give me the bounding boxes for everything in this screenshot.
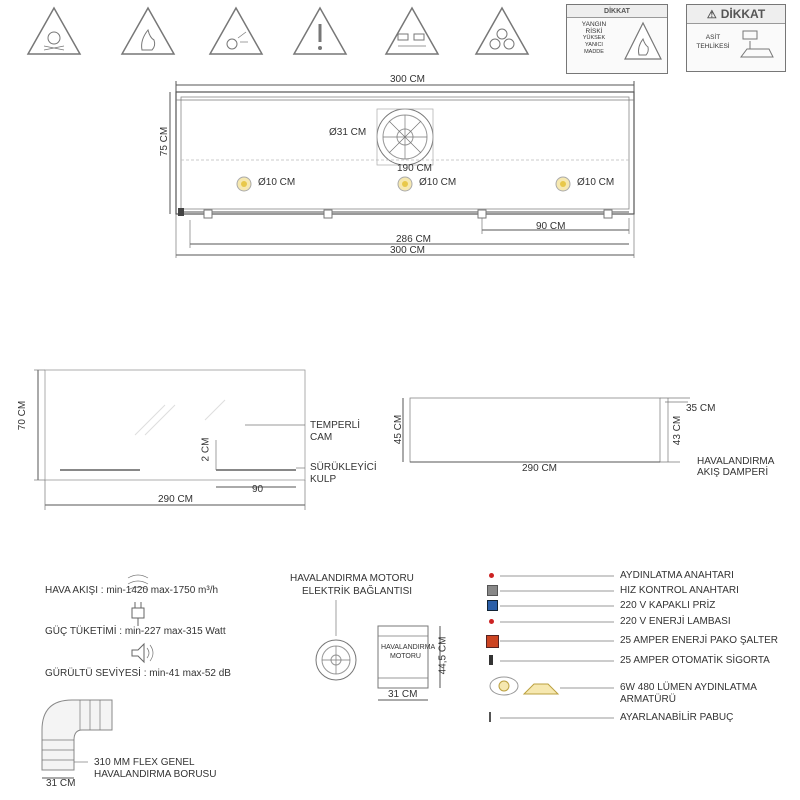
handle-label-2: KULP bbox=[310, 474, 337, 485]
legend-item-light-fixture-2: ARMATÜRÜ bbox=[620, 694, 676, 705]
exclamation-warning-icon bbox=[294, 8, 346, 54]
legend-item-socket: 220 V KAPAKLI PRİZ bbox=[620, 600, 716, 611]
pipe-label: 310 MM FLEX GENEL bbox=[94, 757, 195, 768]
pipe-label-2: HAVALANDIRMA BORUSU bbox=[94, 769, 217, 780]
fire-sign-line2: RİSKİ bbox=[585, 28, 603, 35]
speed-switch-icon bbox=[487, 585, 498, 596]
fuse-icon bbox=[489, 655, 493, 665]
explosive-icon bbox=[210, 8, 262, 54]
acid-sign-line1: ASİT bbox=[705, 34, 721, 41]
door-width-label: 90 CM bbox=[536, 221, 566, 232]
legend-item-lighting-switch: AYDINLATMA ANAHTARI bbox=[620, 570, 734, 581]
motor-body-label-2: MOTORU bbox=[390, 653, 421, 660]
legend-item-fuse: 25 AMPER OTOMATİK SİGORTA bbox=[620, 655, 770, 666]
pako-switch-icon bbox=[486, 635, 499, 648]
motor-title: HAVALANDIRMA MOTORU bbox=[290, 573, 414, 584]
damper-height-left-label: 45 CM bbox=[393, 414, 405, 445]
acid-hazard-sign bbox=[686, 4, 786, 72]
top-width-label: 300 CM bbox=[390, 74, 426, 85]
socket-icon bbox=[487, 600, 498, 611]
legend-item-speed-switch: HIZ KONTROL ANAHTARI bbox=[620, 585, 739, 596]
damper-width-label: 290 CM bbox=[522, 463, 558, 474]
fire-risk-sign bbox=[566, 4, 668, 74]
acid-drip-icon bbox=[687, 5, 785, 71]
legend-leaders bbox=[490, 576, 614, 718]
fire-sign-line1: YANGIN bbox=[581, 21, 607, 28]
glass-height-label: 70 CM bbox=[17, 400, 29, 431]
toxic-skull-icon bbox=[28, 8, 80, 54]
legend-item-adjustable-foot: AYARLANABİLİR PABUÇ bbox=[620, 712, 734, 723]
handle-width-label: 90 bbox=[252, 484, 264, 495]
motor-title-2: ELEKTRİK BAĞLANTISI bbox=[302, 586, 413, 597]
acid-sign-warning-icon: ⚠ bbox=[706, 8, 717, 21]
noise-spec: GÜRÜLTÜ SEVİYESİ : min-41 max-52 dB bbox=[45, 668, 231, 679]
legend-item-energy-lamp: 220 V ENERJİ LAMBASI bbox=[620, 616, 731, 627]
top-height-label: 75 CM bbox=[159, 126, 171, 157]
speaker-icon bbox=[132, 644, 153, 662]
pipe-width-label: 31 CM bbox=[46, 778, 76, 789]
inner-span-label: 286 CM bbox=[396, 234, 432, 245]
acid-sign-line2: TEHLİKESİ bbox=[696, 43, 730, 50]
motor-body-label: HAVALANDIRMA bbox=[381, 644, 436, 651]
light1-diameter-label: Ø10 CM bbox=[258, 177, 296, 188]
glass-panel-drawing bbox=[34, 370, 305, 510]
damper-depth-label: 35 CM bbox=[686, 403, 716, 414]
legend-dot-icon bbox=[489, 573, 494, 578]
bottom-width-label: 300 CM bbox=[390, 245, 426, 256]
adjustable-foot-icon bbox=[489, 712, 491, 722]
inner-width-label: 190 CM bbox=[397, 163, 433, 174]
glass-label: TEMPERLİ bbox=[310, 420, 361, 431]
glass-label-2: CAM bbox=[310, 432, 333, 443]
damper-drawing bbox=[403, 398, 690, 462]
damper-height-right-label: 43 CM bbox=[672, 415, 684, 446]
damper-label-2: AKIŞ DAMPERİ bbox=[697, 467, 769, 478]
light2-diameter-label: Ø10 CM bbox=[419, 177, 457, 188]
fire-sign-line4: YANICI bbox=[585, 42, 603, 48]
glass-width-label: 290 CM bbox=[158, 494, 194, 505]
acid-sign-head: DİKKAT bbox=[720, 7, 766, 21]
power-plug-icon bbox=[132, 602, 144, 626]
motor-width-label: 31 CM bbox=[388, 689, 418, 700]
legend-item-light-fixture: 6W 480 LÜMEN AYDINLATMA bbox=[620, 682, 757, 693]
fire-sign-flame-icon bbox=[567, 5, 667, 73]
handle-label: SÜRÜKLEYİCİ bbox=[310, 462, 377, 473]
damper-label: HAVALANDIRMA bbox=[697, 456, 775, 467]
fan-diameter-label: Ø31 CM bbox=[329, 127, 367, 138]
light3-diameter-label: Ø10 CM bbox=[577, 177, 615, 188]
fire-sign-line3: YÜKSEK bbox=[582, 35, 606, 41]
flammable-icon bbox=[122, 8, 174, 54]
handle-height-label: 2 CM bbox=[200, 437, 212, 462]
fire-sign-head: DİKKAT bbox=[567, 5, 667, 18]
power-spec: GÜÇ TÜKETİMİ : min-227 max-315 Watt bbox=[45, 626, 226, 637]
airflow-spec: HAVA AKIŞI : min-1420 max-1750 m³/h bbox=[45, 585, 219, 596]
lamp-dot-icon bbox=[489, 619, 494, 624]
legend-item-pako-switch: 25 AMPER ENERJİ PAKO ŞALTER bbox=[620, 635, 779, 646]
corrosive-icon bbox=[386, 8, 438, 54]
biohazard-icon bbox=[476, 8, 528, 54]
motor-height-label: 44,5 CM bbox=[437, 636, 449, 675]
fire-sign-line5: MADDE bbox=[584, 49, 604, 55]
